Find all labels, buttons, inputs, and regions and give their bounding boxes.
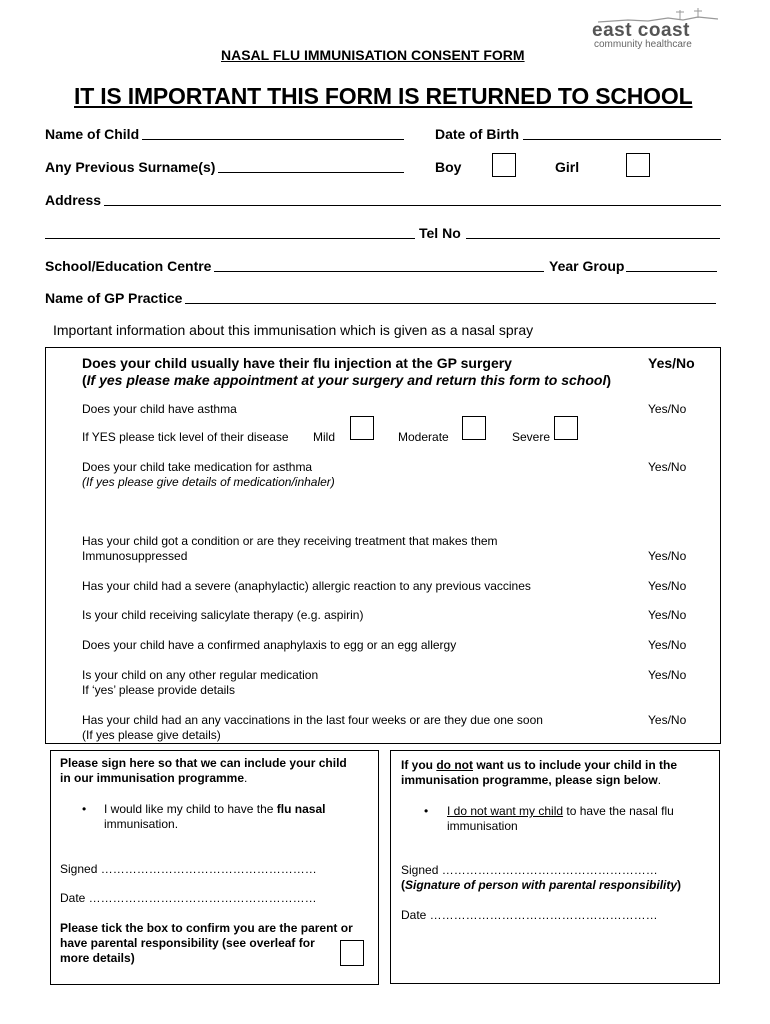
form-title: NASAL FLU IMMUNISATION CONSENT FORM [221,47,525,63]
consent-yes-heading-dot: . [244,771,248,785]
severe-label: Severe [512,430,551,444]
immuno-yes-no[interactable]: Yes/No [648,549,687,563]
info-intro: Important information about this immunisation which is given as a nasal spray [53,322,534,338]
tel-no-label: Tel No [419,225,461,241]
consent-no-sig-open: ( [401,878,405,892]
consent-yes-date[interactable]: Date ………………………………………………… [60,891,317,905]
consent-no-bullet-underline: I do not want my child [447,804,564,818]
consent-no-heading-1 [401,758,677,772]
date-of-birth-line[interactable] [523,139,721,140]
return-notice: IT IS IMPORTANT THIS FORM IS RETURNED TO SCHOOL [74,83,693,109]
anaphylactic-question: Has your child had a severe (anaphylactic) allergic reaction to any previous vaccines [82,579,531,593]
salicylate-yes-no[interactable]: Yes/No [648,608,687,622]
consent-yes-bullet [104,802,325,816]
other-medication-question: Is your child on any other regular medication [82,668,319,682]
immuno-question-1: Has your child got a condition or are they receiving treatment that makes them [82,534,498,548]
gp-practice-label: Name of GP Practice [45,290,183,306]
address-label: Address [45,192,102,208]
medication-question: Does your child take medication for asthma [82,460,313,474]
vaccinations-note: (If yes please give details) [82,728,221,742]
date-of-birth-label: Date of Birth [435,126,519,142]
consent-no-bullet-text: to have the nasal flu [563,804,674,818]
gp-note-close: ) [606,372,612,388]
parental-responsibility-checkbox[interactable] [340,940,364,966]
gp-note-open: ( [82,372,87,388]
salicylate-question: Is your child receiving salicylate therapy (e.g. aspirin) [82,608,364,622]
address-line-2[interactable] [45,238,415,239]
school-line[interactable] [214,271,544,272]
other-medication-yes-no[interactable]: Yes/No [648,668,687,682]
consent-no-bullet [447,804,674,818]
consent-no-bullet-dot: • [424,804,429,818]
mild-label: Mild [313,430,336,444]
logo-subtitle: community healthcare [594,39,692,50]
tel-no-line[interactable] [466,238,720,239]
consent-no-heading-2-wrap [401,773,661,787]
moderate-checkbox[interactable] [462,416,486,440]
consent-yes-tick-1: Please tick the box to confirm you are the parent or [60,921,353,935]
gp-practice-line[interactable] [185,303,716,304]
consent-yes-heading-2-wrap [60,771,247,785]
gp-question-note-wrap [82,372,611,388]
consent-yes-signed[interactable]: Signed ……………………………………………… [60,862,317,876]
girl-checkbox[interactable] [626,153,650,177]
gp-question-note: If yes please make appointment at your surgery and return this form to school [86,372,607,388]
consent-no-heading-underline: do not [436,758,473,772]
consent-yes-bullet-bold: flu nasal [276,802,326,816]
consent-no-bullet-2: immunisation [447,819,518,833]
consent-no-heading-pre: If you [401,758,437,772]
boy-checkbox[interactable] [492,153,516,177]
consent-no-heading-dot: . [657,773,662,787]
moderate-label: Moderate [398,430,449,444]
gp-question: Does your child usually have their flu injection at the GP surgery [82,355,512,371]
egg-question: Does your child have a confirmed anaphylaxis to egg or an egg allergy [82,638,457,652]
medication-yes-no[interactable]: Yes/No [648,460,687,474]
previous-surnames-label: Any Previous Surname(s) [45,159,216,175]
school-label: School/Education Centre [45,258,212,274]
asthma-yes-no[interactable]: Yes/No [648,402,687,416]
anaphylactic-yes-no[interactable]: Yes/No [648,579,687,593]
consent-yes-bullet-2: immunisation. [104,817,179,831]
consent-yes-tick-3: more details) [60,951,135,965]
consent-no-sig-close: ) [677,878,682,892]
logo [588,6,728,50]
other-medication-note: If ‘yes’ please provide details [82,683,235,697]
logo-name: east coast [592,20,690,41]
girl-label: Girl [555,159,580,175]
asthma-question: Does your child have asthma [82,402,237,416]
consent-no-date[interactable]: Date ………………………………………………… [401,908,658,922]
consent-yes-bullet-dot: • [82,802,87,816]
year-group-line[interactable] [626,271,717,272]
name-of-child-line[interactable] [142,139,404,140]
previous-surnames-line[interactable] [218,172,404,173]
consent-no-signed[interactable]: Signed ……………………………………………… [401,863,658,877]
year-group-label: Year Group [549,258,625,274]
vaccinations-yes-no[interactable]: Yes/No [648,713,687,727]
medication-note: (If yes please give details of medication/inhaler) [82,475,335,489]
consent-no-signature-note-wrap [401,878,681,892]
consent-yes-bullet-text: I would like my child to have the [104,802,277,816]
asthma-level-prompt: If YES please tick level of their disease [82,430,289,444]
consent-no-signature-note: Signature of person with parental responsibility [405,878,678,892]
egg-yes-no[interactable]: Yes/No [648,638,687,652]
vaccinations-question: Has your child had an any vaccinations in the last four weeks or are they due one soon [82,713,543,727]
severe-checkbox[interactable] [554,416,578,440]
name-of-child-label: Name of Child [45,126,140,142]
consent-yes-tick-2: have parental responsibility (see overleaf for [60,936,315,950]
gp-yes-no[interactable]: Yes/No [648,355,695,371]
consent-no-heading-post: want us to include your child in the [473,758,678,772]
consent-yes-heading-1: Please sign here so that we can include your child [60,756,347,770]
address-line-1[interactable] [104,205,721,206]
consent-no-heading-2: immunisation programme, please sign below [401,773,658,787]
immuno-question-2: Immunosuppressed [82,549,188,563]
mild-checkbox[interactable] [350,416,374,440]
consent-yes-heading-2: in our immunisation programme [60,771,245,785]
boy-label: Boy [435,159,462,175]
